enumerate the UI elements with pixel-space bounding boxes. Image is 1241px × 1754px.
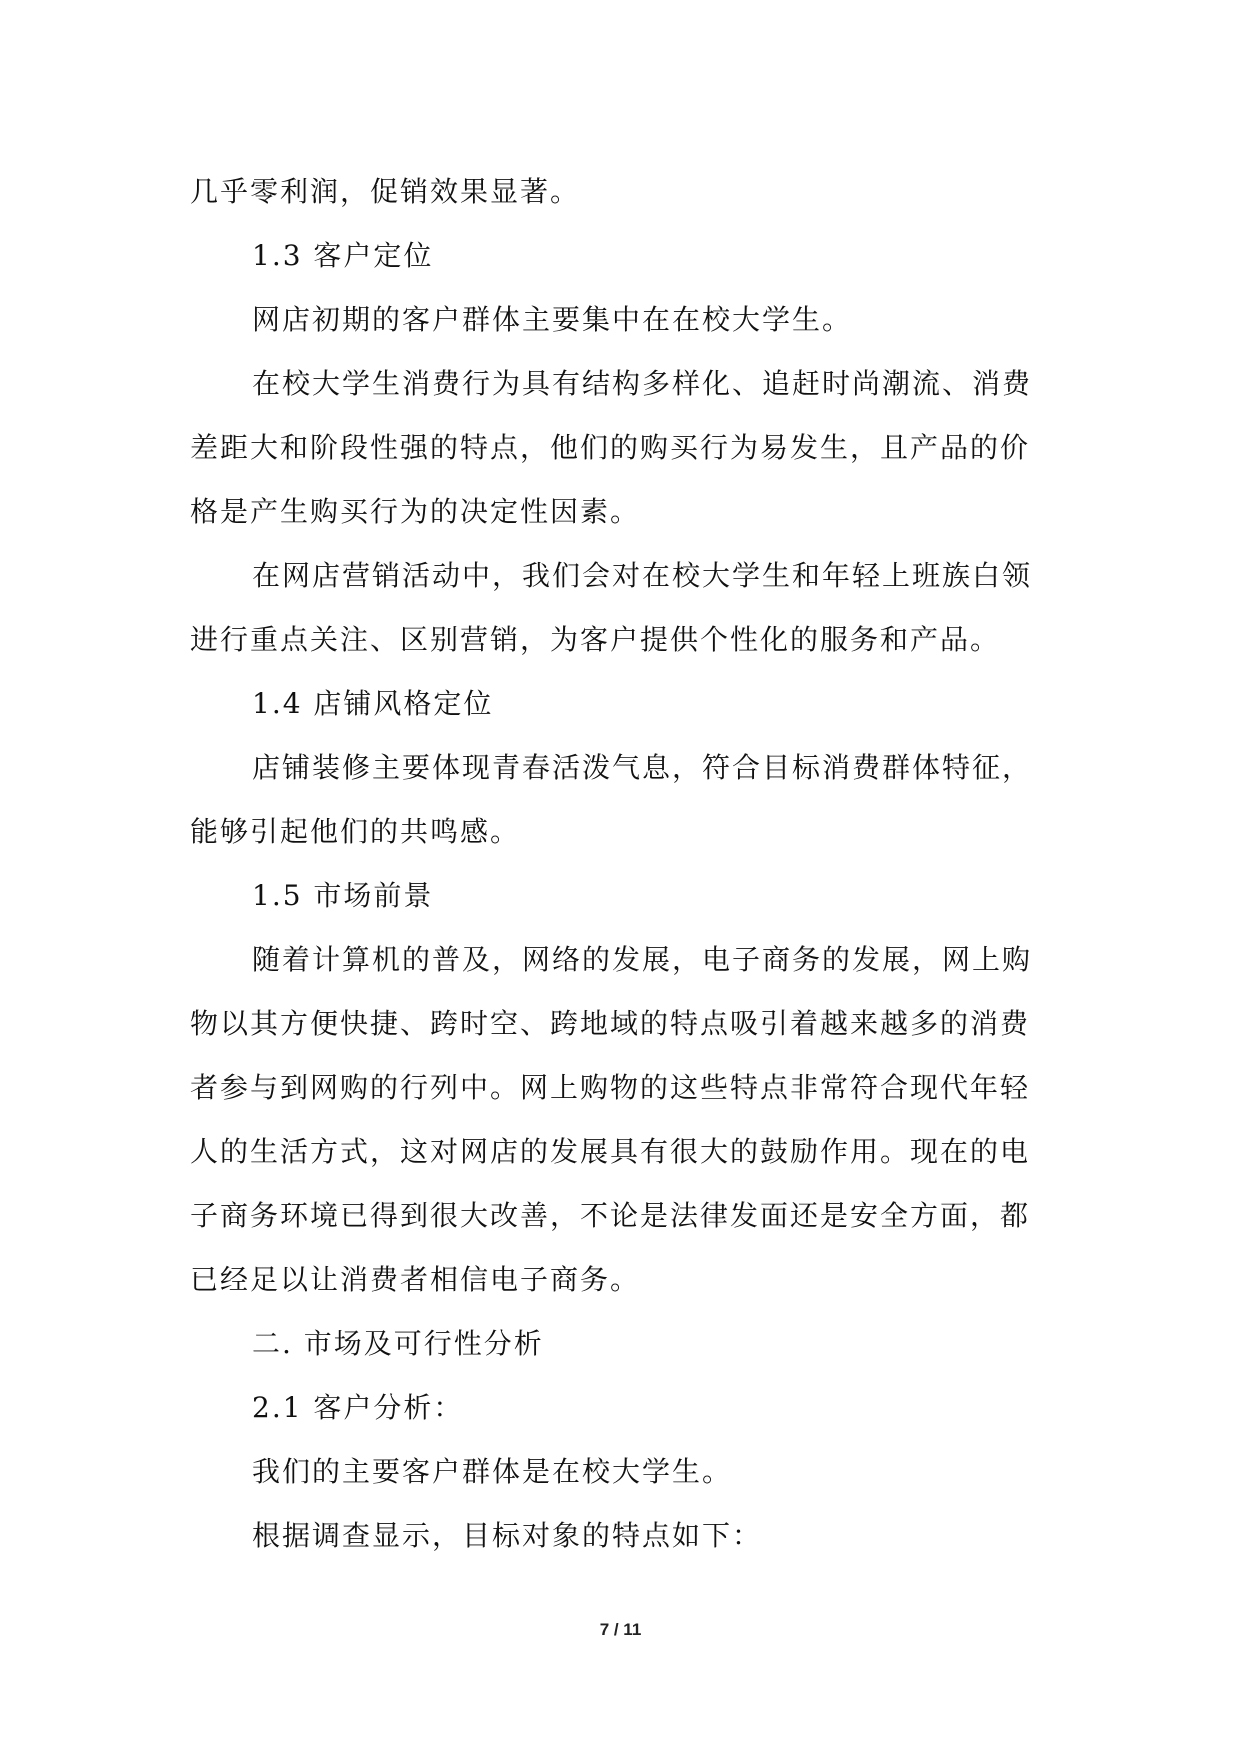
section-heading: 1.4 店铺风格定位 — [252, 687, 494, 720]
section-heading: 1.3 客户定位 — [252, 239, 434, 272]
body-text-line: 子商务环境已得到很大改善，不论是法律发面还是安全方面，都 — [190, 1199, 1031, 1232]
chapter-heading: 二. 市场及可行性分析 — [252, 1327, 544, 1360]
body-text-line: 差距大和阶段性强的特点，他们的购买行为易发生，且产品的价 — [190, 431, 1031, 464]
body-text-line: 网店初期的客户群体主要集中在在校大学生。 — [252, 303, 853, 336]
body-text-line: 已经足以让消费者相信电子商务。 — [190, 1263, 641, 1296]
body-text-line: 格是产生购买行为的决定性因素。 — [190, 495, 641, 528]
page-number: 7 / 11 — [599, 1620, 642, 1639]
document-body — [190, 160, 1070, 1568]
body-text-line: 店铺装修主要体现青春活泼气息，符合目标消费群体特征， — [252, 751, 1033, 784]
body-text-line: 者参与到网购的行列中。网上购物的这些特点非常符合现代年轻 — [190, 1071, 1031, 1104]
body-text-line: 我们的主要客户群体是在校大学生。 — [252, 1455, 733, 1488]
body-text-line: 物以其方便快捷、跨时空、跨地域的特点吸引着越来越多的消费 — [190, 1007, 1031, 1040]
body-text-line: 进行重点关注、区别营销，为客户提供个性化的服务和产品。 — [190, 623, 1001, 656]
body-text-line: 几乎零利润，促销效果显著。 — [190, 175, 581, 208]
body-text-line: 人的生活方式，这对网店的发展具有很大的鼓励作用。现在的电 — [190, 1135, 1031, 1168]
body-text-line: 能够引起他们的共鸣感。 — [190, 815, 521, 848]
body-text-line: 随着计算机的普及，网络的发展，电子商务的发展，网上购 — [252, 943, 1033, 976]
body-text-line: 在校大学生消费行为具有结构多样化、追赶时尚潮流、消费 — [252, 367, 1033, 400]
body-text-line: 根据调查显示，目标对象的特点如下： — [252, 1519, 763, 1552]
body-text-line: 在网店营销活动中，我们会对在校大学生和年轻上班族白领 — [252, 559, 1033, 592]
section-heading: 1.5 市场前景 — [252, 879, 434, 912]
section-heading: 2.1 客户分析： — [252, 1391, 464, 1424]
